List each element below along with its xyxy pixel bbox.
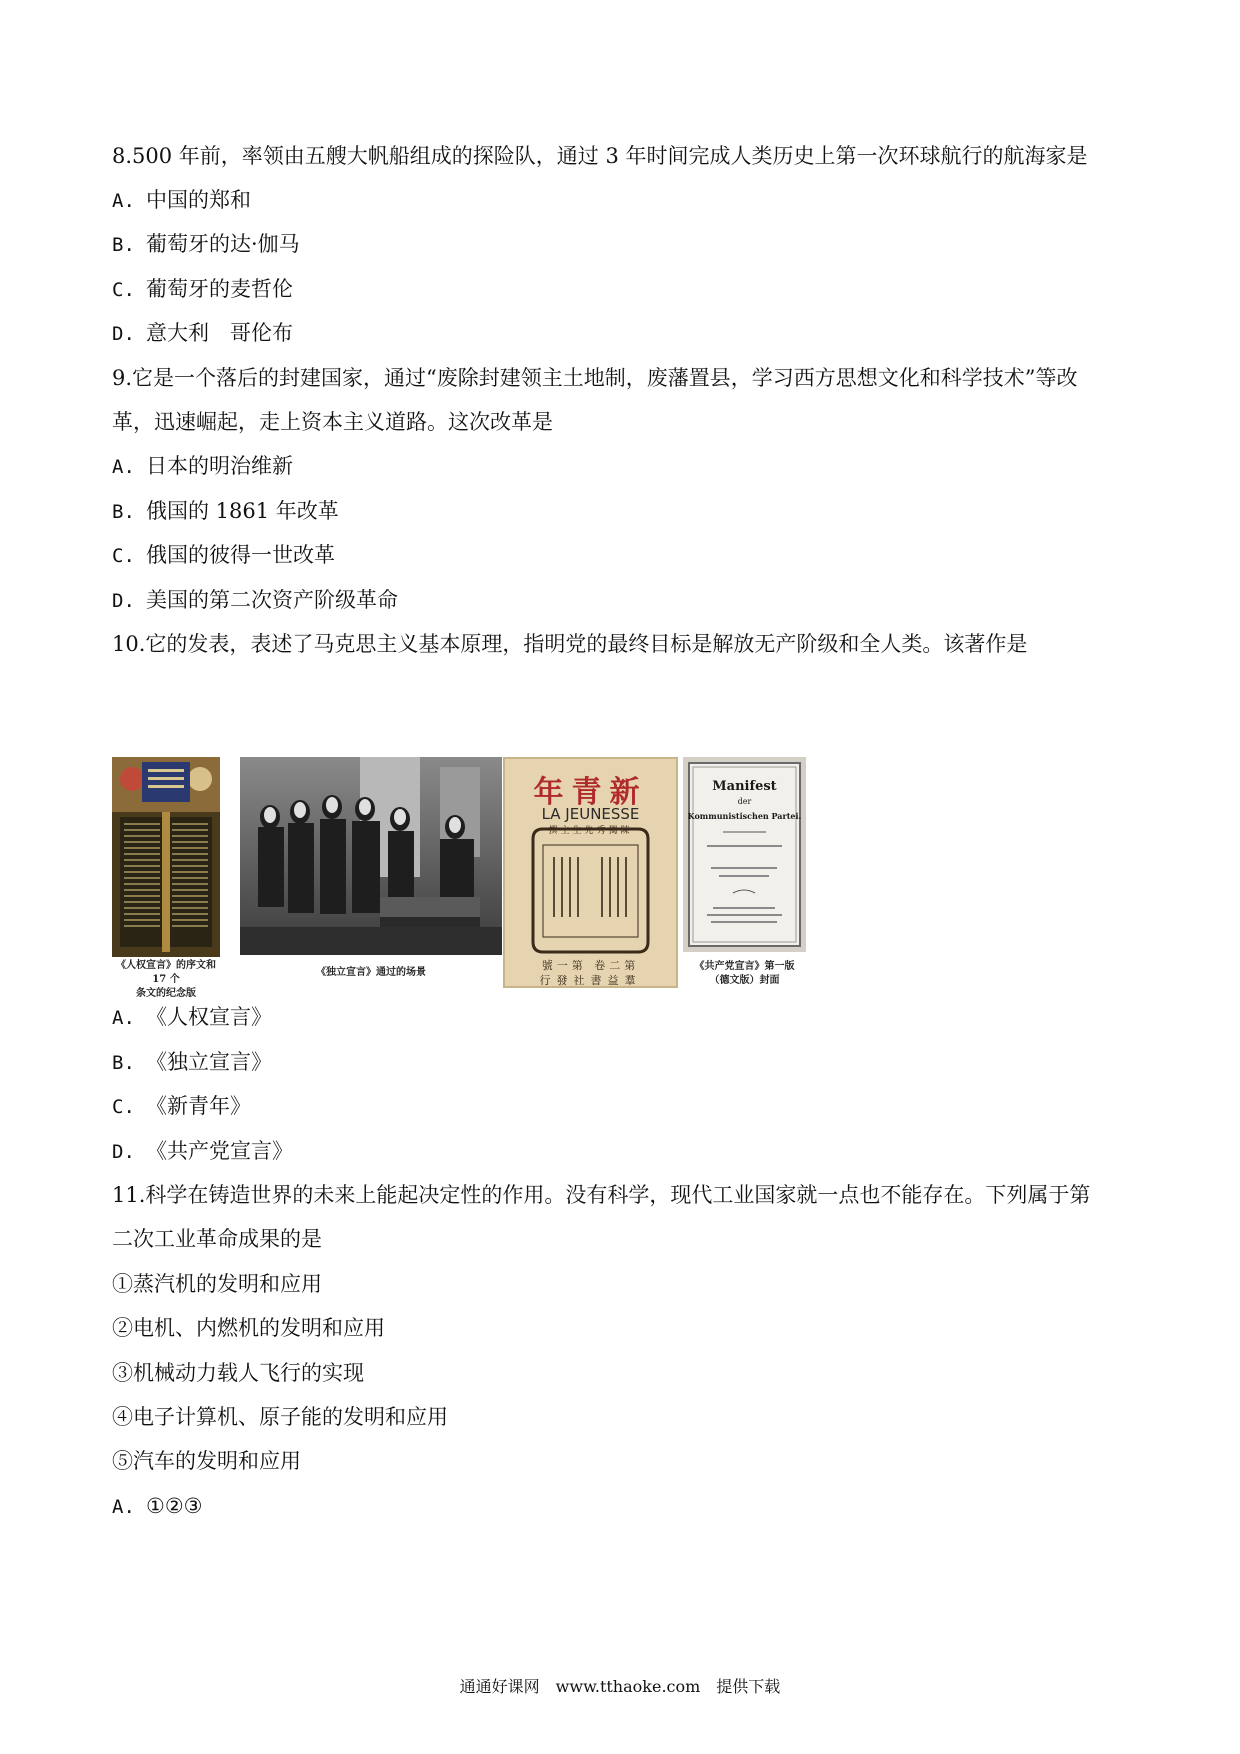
- q11-item-1: ①蒸汽机的发明和应用: [112, 1272, 322, 1296]
- independence-caption: 《独立宣言》通过的场景: [316, 967, 426, 978]
- la-jeunesse-subtitle: 撰主生先秀獨陳: [548, 826, 633, 836]
- q8-option-d: [112, 319, 293, 348]
- q11-item-2: ②电机、内燃机的发明和应用: [112, 1316, 385, 1340]
- option-letter: C.: [112, 1096, 135, 1118]
- question-11-stem-line2: 二次工业革命成果的是: [112, 1227, 322, 1251]
- q10-option-c: [112, 1092, 251, 1121]
- q11-item-3: ③机械动力载人飞行的实现: [112, 1361, 364, 1385]
- q10-option-d: [112, 1137, 293, 1166]
- option-letter: A.: [112, 456, 135, 478]
- option-letter: A.: [112, 1496, 135, 1518]
- question-8-stem: 8.500 年前，率领由五艘大帆船组成的探险队，通过 3 年时间完成人类历史上第一次环球航行的航海家是: [112, 144, 1088, 168]
- option-text: 《新青年》: [146, 1094, 251, 1118]
- q9-option-a: [112, 452, 293, 481]
- option-letter: B.: [112, 501, 135, 523]
- option-letter: C.: [112, 545, 135, 567]
- question-9-stem-line1: 9.它是一个落后的封建国家，通过“废除封建领主土地制，废藩置县，学习西方思想文化和科学技术”等改: [112, 366, 1078, 390]
- option-letter: A.: [112, 190, 135, 212]
- q8-option-c: [112, 275, 293, 304]
- option-text: 意大利 哥伦布: [146, 321, 293, 345]
- q10-option-b: [112, 1048, 272, 1077]
- q8-option-b: [112, 230, 300, 259]
- option-letter: B.: [112, 234, 135, 256]
- option-text: 葡萄牙的达·伽马: [146, 232, 300, 256]
- la-jeunesse-title-fr: LA JEUNESSE: [541, 805, 640, 823]
- option-letter: D.: [112, 1141, 135, 1163]
- option-text: 《共产党宣言》: [146, 1139, 293, 1163]
- question-10-stem: 10.它的发表，表述了马克思主义基本原理，指明党的最终目标是解放无产阶级和全人类。该著作是: [112, 632, 1028, 656]
- option-text: 日本的明治维新: [146, 454, 293, 478]
- q9-option-d: [112, 586, 398, 615]
- page-footer: 通通好课网 www.tthaoke.com 提供下载: [459, 1677, 781, 1696]
- manifesto-title-2: der: [737, 797, 752, 806]
- q9-option-c: [112, 541, 335, 570]
- option-letter: A.: [112, 1007, 135, 1029]
- option-letter: B.: [112, 1052, 135, 1074]
- q11-option-a: [112, 1492, 202, 1521]
- q11-item-4: ④电子计算机、原子能的发明和应用: [112, 1405, 448, 1429]
- option-letter: D.: [112, 590, 135, 612]
- manifesto-title-1: Manifest: [712, 779, 777, 794]
- option-text: 俄国的 1861 年改革: [146, 499, 339, 523]
- option-letter: D.: [112, 323, 135, 345]
- question-11-stem-line1: 11.科学在铸造世界的未来上能起决定性的作用。没有科学，现代工业国家就一点也不能存在。下列属于第: [112, 1183, 1091, 1207]
- option-text: 俄国的彼得一世改革: [146, 543, 335, 567]
- option-text: 葡萄牙的麦哲伦: [146, 277, 293, 301]
- option-letter: C.: [112, 279, 135, 301]
- la-jeunesse-publisher: 行發社書益羣: [539, 974, 642, 987]
- manifesto-caption: [683, 960, 806, 988]
- question-9-stem-line2: 革，迅速崛起，走上资本主义道路。这次改革是: [112, 410, 553, 434]
- caption-line: 《人权宣言》的序文和 17 个: [116, 960, 216, 985]
- caption-line: （德文版）封面: [709, 975, 780, 986]
- rights-of-man-caption: [108, 959, 224, 1001]
- option-text: 中国的郑和: [146, 188, 251, 212]
- la-jeunesse-issue: 號一第 卷二第: [541, 959, 640, 972]
- option-text: 《独立宣言》: [146, 1050, 272, 1074]
- la-jeunesse-title-cn: 年青新: [533, 775, 648, 810]
- option-text: ①②③: [146, 1494, 203, 1518]
- q10-option-a: [112, 1003, 272, 1032]
- caption-line: 条文的纪念版: [136, 988, 196, 999]
- q9-option-b: [112, 497, 339, 526]
- rights-of-man-image: [112, 757, 220, 957]
- q8-option-a: [112, 186, 251, 215]
- q11-item-5: ⑤汽车的发明和应用: [112, 1449, 301, 1473]
- option-text: 《人权宣言》: [146, 1005, 272, 1029]
- option-text: 美国的第二次资产阶级革命: [146, 588, 398, 612]
- manifesto-title-3: Kommunistischen Partei.: [687, 811, 802, 821]
- communist-manifesto-cover-image: [683, 757, 806, 952]
- la-jeunesse-cover-image: [503, 757, 678, 988]
- independence-painting-image: [240, 757, 502, 955]
- caption-line: 《共产党宣言》第一版: [694, 961, 795, 972]
